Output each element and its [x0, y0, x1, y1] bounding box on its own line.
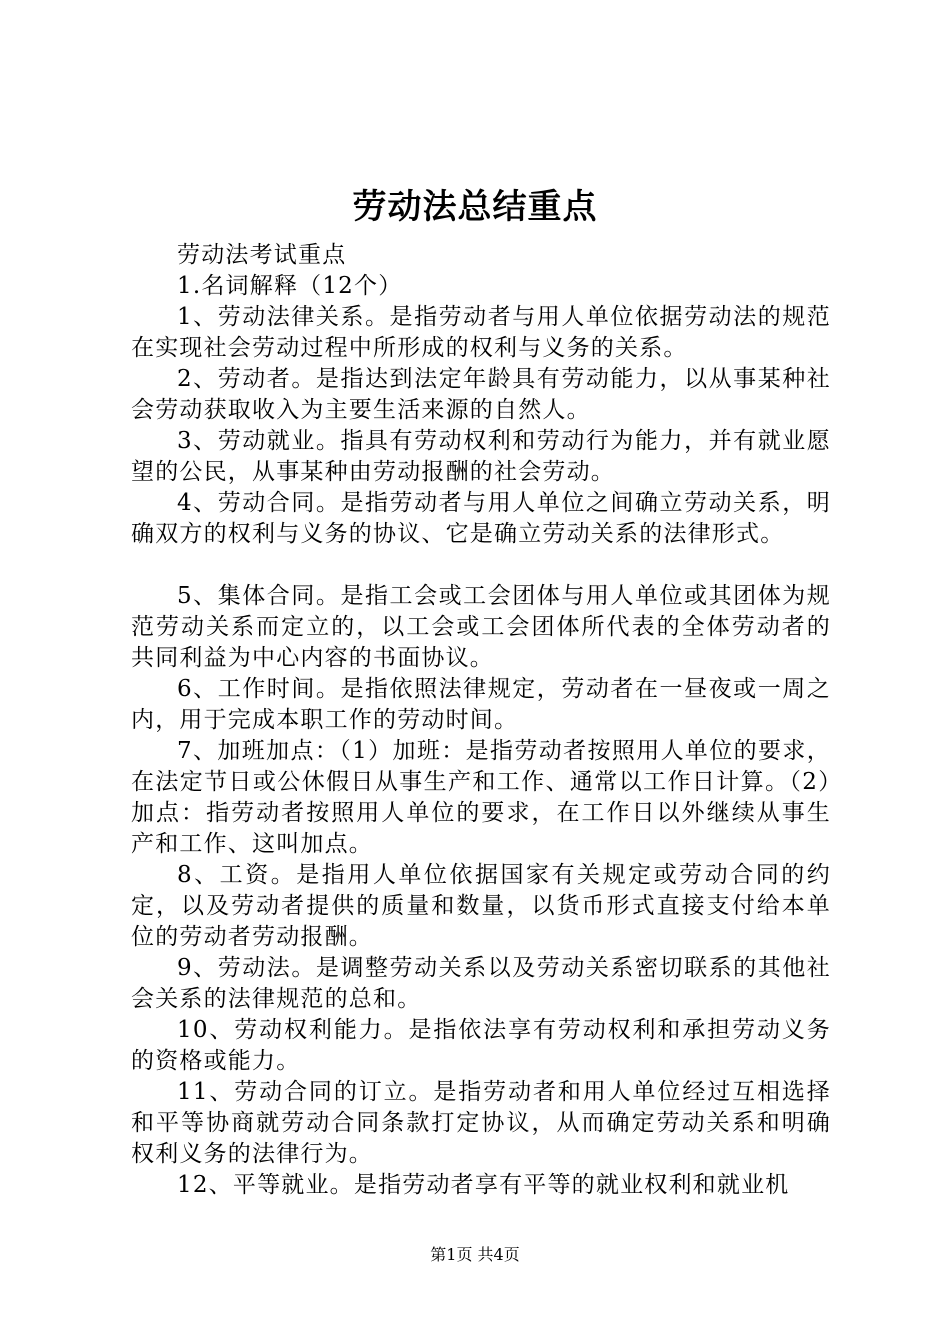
definition-paragraph: 8、工资。是指用人单位依据国家有关规定或劳动合同的约定，以及劳动者提供的质量和数量，以货币形式直接支付给本单位的劳动者劳动报酬。 — [131, 862, 831, 950]
document-body — [131, 240, 831, 1201]
definition-paragraph: 2、劳动者。是指达到法定年龄具有劳动能力，以从事某种社会劳动获取收入为主要生活来源的自然人。 — [131, 366, 831, 423]
definition-paragraph: 6、工作时间。是指依照法律规定，劳动者在一昼夜或一周之内，用于完成本职工作的劳动时间。 — [131, 676, 831, 733]
definition-paragraph: 7、加班加点：（1）加班：是指劳动者按照用人单位的要求，在法定节日或公休假日从事生产和工作、通常以工作日计算。（2）加点：指劳动者按照用人单位的要求，在工作日以外继续从事生产和工作、这叫加点。 — [131, 738, 831, 857]
subsection-heading: 1.名词解释（12个） — [177, 273, 403, 299]
page-footer: 第1页 共4页 — [430, 1245, 520, 1264]
definition-paragraph: 10、劳动权利能力。是指依法享有劳动权利和承担劳动义务的资格或能力。 — [131, 1017, 831, 1074]
definition-paragraph: 9、劳动法。是调整劳动关系以及劳动关系密切联系的其他社会关系的法律规范的总和。 — [131, 955, 831, 1012]
definition-paragraph: 5、集体合同。是指工会或工会团体与用人单位或其团体为规范劳动关系而定立的，以工会或工会团体所代表的全体劳动者的共同利益为中心内容的书面协议。 — [131, 583, 831, 671]
definition-paragraph: 12、平等就业。是指劳动者享有平等的就业权利和就业机 — [177, 1172, 790, 1198]
document-title: 劳动法总结重点 — [352, 187, 598, 227]
definition-paragraph: 4、劳动合同。是指劳动者与用人单位之间确立劳动关系，明确双方的权利与义务的协议、它是确立劳动关系的法律形式。 — [131, 490, 831, 547]
definition-paragraph: 3、劳动就业。指具有劳动权利和劳动行为能力，并有就业愿望的公民，从事某种由劳动报酬的社会劳动。 — [131, 428, 831, 485]
definition-paragraph: 11、劳动合同的订立。是指劳动者和用人单位经过互相选择和平等协商就劳动合同条款打定协议，从而确定劳动关系和明确权利义务的法律行为。 — [131, 1079, 831, 1167]
definition-paragraph: 1、劳动法律关系。是指劳动者与用人单位依据劳动法的规范在实现社会劳动过程中所形成的权利与义务的关系。 — [131, 304, 831, 361]
section-heading: 劳动法考试重点 — [177, 242, 347, 268]
